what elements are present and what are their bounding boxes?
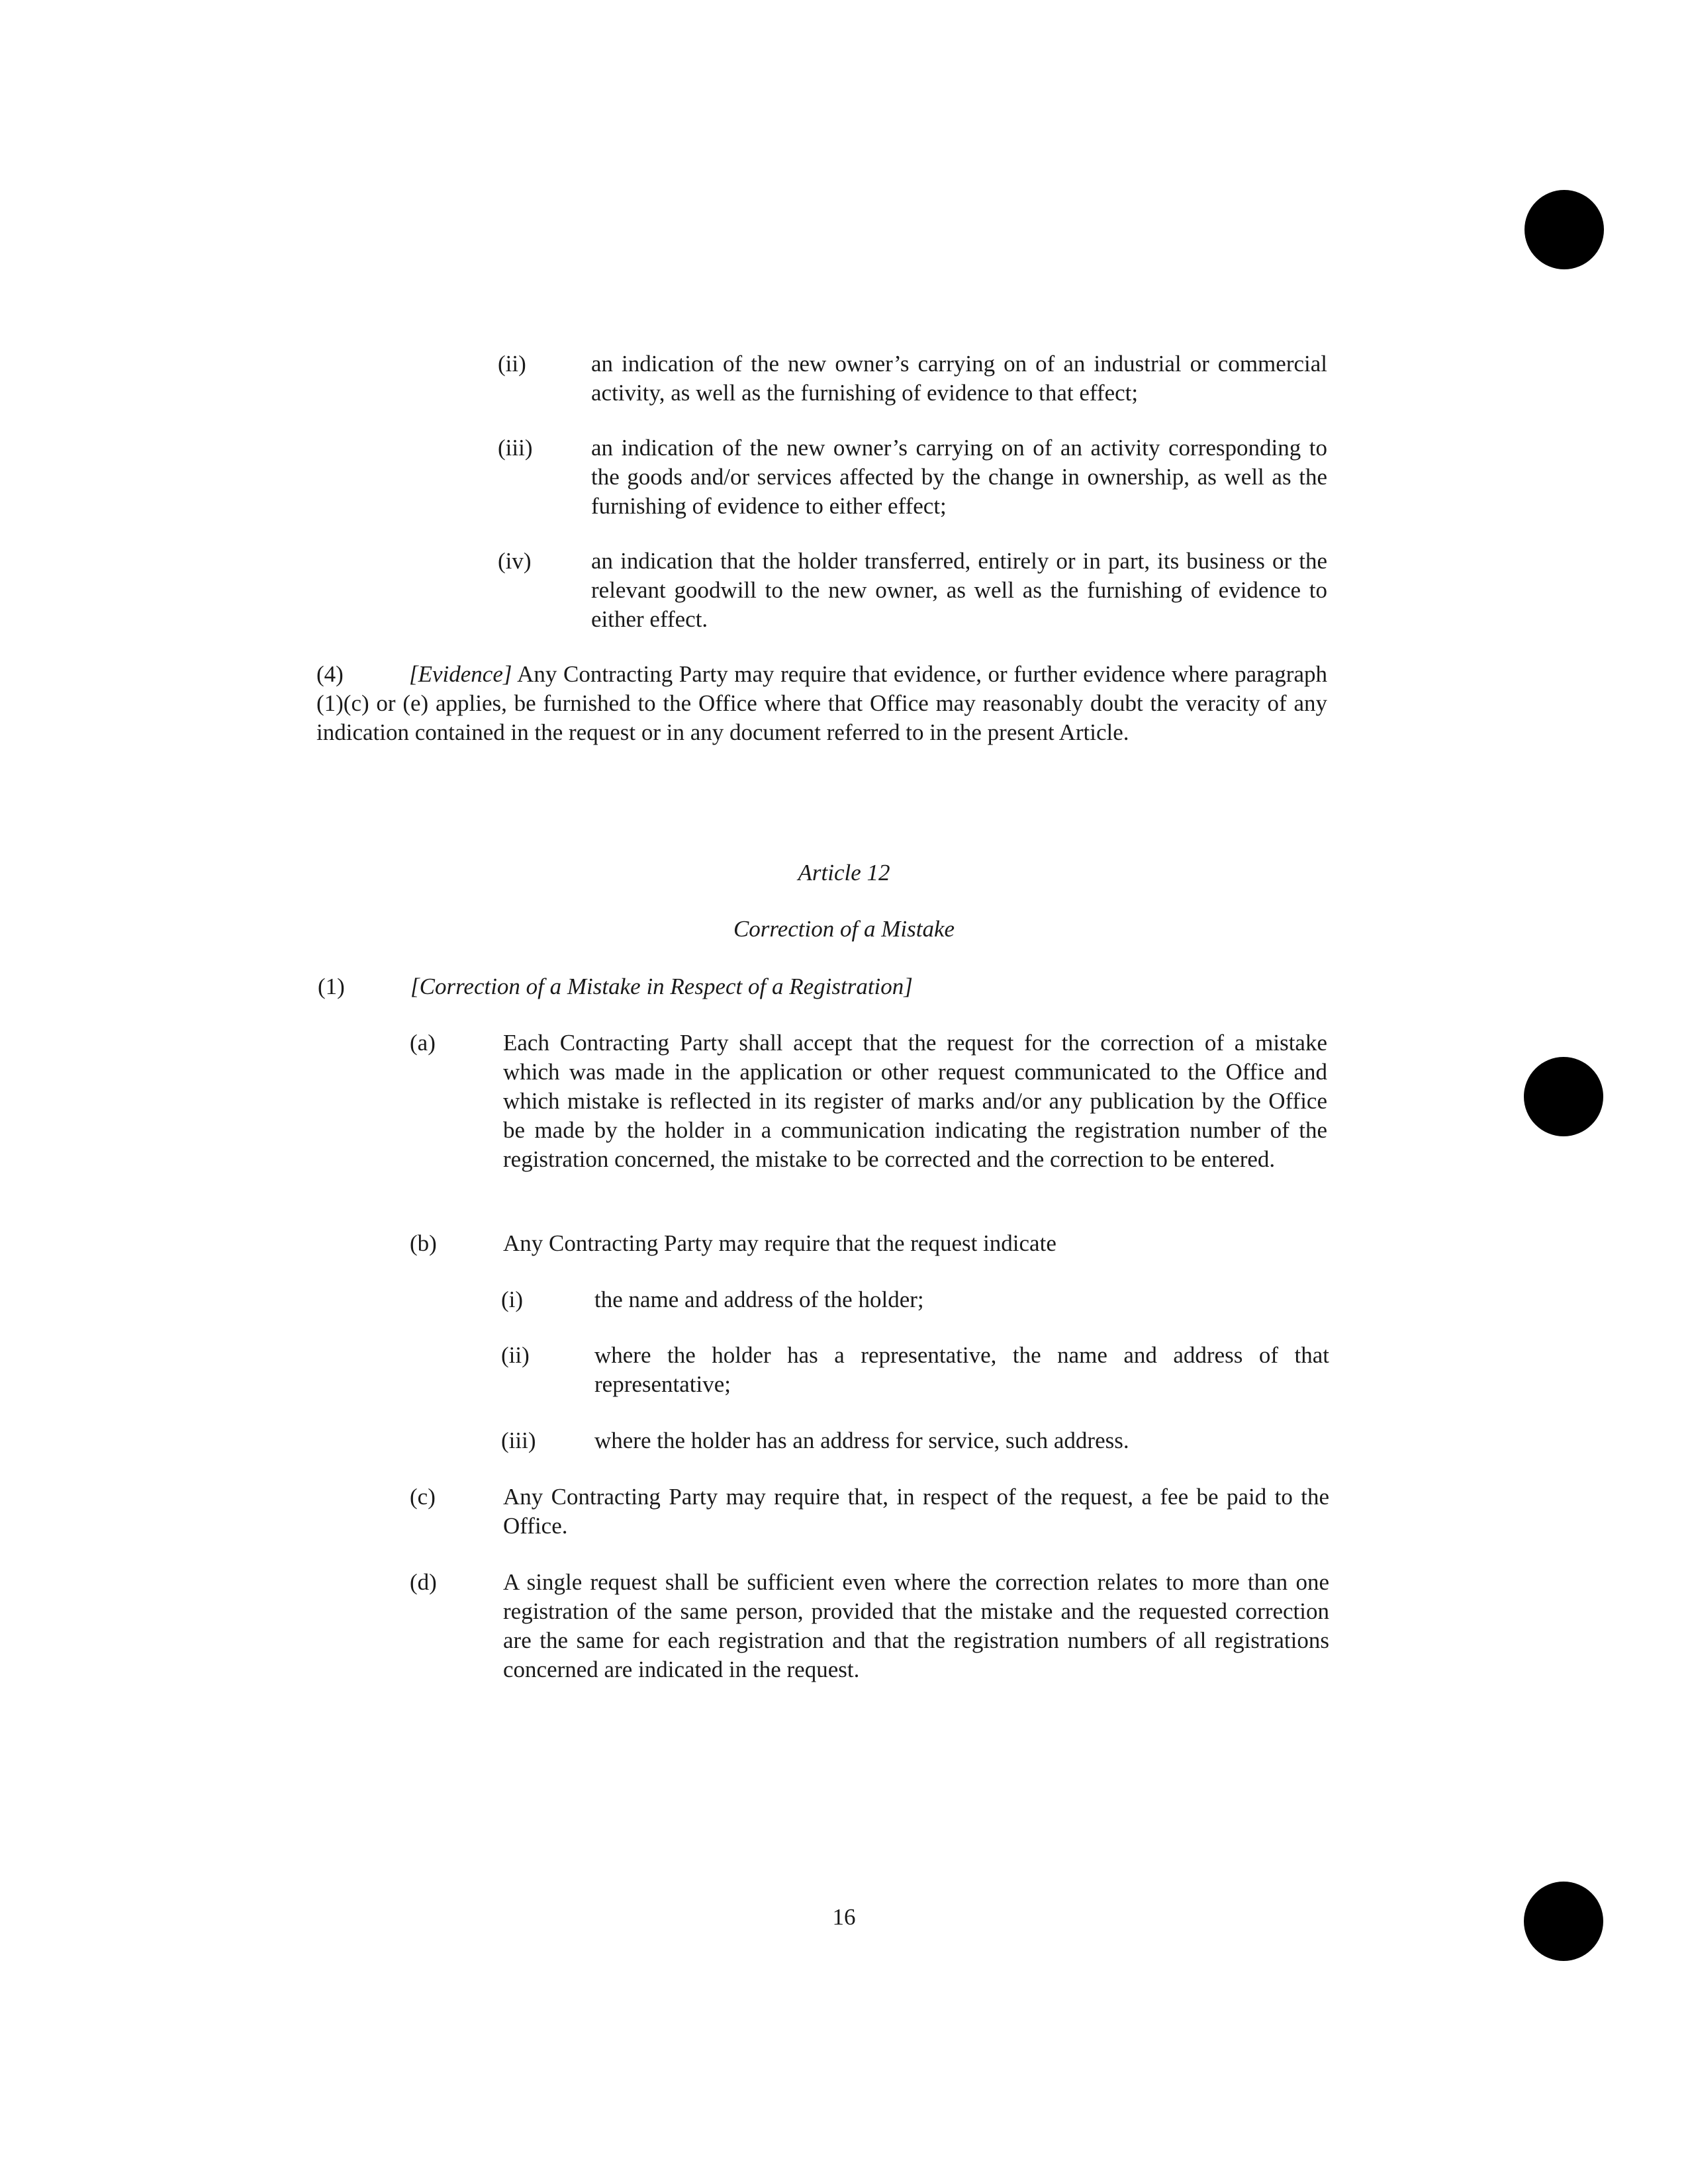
- item-label: (b): [410, 1230, 437, 1256]
- punch-hole-top: [1524, 190, 1604, 269]
- list-item-label: (ii): [498, 351, 526, 377]
- paragraph-text: Any Contracting Party may require that evidence, or further evidence where paragraph (1)(c) or (e) applies, be furnished to the Office where that Office may reasonably doubt the veracity of any indication contained in the request or in any document referred to in the present Article.: [316, 661, 1327, 745]
- subitem-text: the name and address of the holder;: [594, 1287, 924, 1312]
- subitem-text: where the holder has a representative, the name and address of that representative;: [594, 1342, 1329, 1397]
- list-item-text: an indication of the new owner’s carrying on of an activity corresponding to the goods and/or services affected by the change in ownership, as well as the furnishing of evidence to either effect;: [591, 435, 1327, 519]
- subitem-label: (iii): [501, 1428, 536, 1453]
- paragraph-heading: [Evidence]: [409, 661, 512, 687]
- item-text: Each Contracting Party shall accept that the request for the correction of a mistake which was made in the application or other request communicated to the Office and which mistake is reflected in its register of marks and/or any publication by the Office be made by the holder in a communication indicating the registration number of the registration concerned, the mistake to be corrected and the correction to be entered.: [503, 1030, 1327, 1172]
- list-item-label: (iii): [498, 435, 533, 461]
- item-text: Any Contracting Party may require that the request indicate: [503, 1230, 1056, 1256]
- paragraph-number: (1): [318, 974, 345, 999]
- item-text: Any Contracting Party may require that, in respect of the request, a fee be paid to the Office.: [503, 1484, 1329, 1539]
- list-item-text: an indication of the new owner’s carrying on of an industrial or commercial activity, as well as the furnishing of evidence to that effect;: [591, 351, 1327, 406]
- page-number: 16: [832, 1904, 856, 1930]
- list-item-label: (iv): [498, 548, 532, 574]
- paragraph-4: [316, 660, 1327, 747]
- list-item-text: an indication that the holder transferred, entirely or in part, its business or the relevant goodwill to the new owner, as well as the furnishing of evidence to either effect.: [591, 548, 1327, 632]
- paragraph-number: (4): [316, 661, 344, 687]
- subitem-label: (ii): [501, 1342, 530, 1368]
- item-text: A single request shall be sufficient even where the correction relates to more than one registration of the same person, provided that the mistake and the requested correction are the same for each registration and that the registration numbers of all registrations concerned are indicated in the request.: [503, 1569, 1329, 1682]
- item-label: (c): [410, 1484, 436, 1510]
- subitem-label: (i): [501, 1287, 524, 1312]
- punch-hole-middle: [1524, 1057, 1603, 1136]
- article-title: Article 12: [798, 860, 890, 886]
- subitem-text: where the holder has an address for service, such address.: [594, 1428, 1129, 1453]
- item-label: (a): [410, 1030, 436, 1056]
- paragraph-heading: [Correction of a Mistake in Respect of a Registration]: [410, 974, 913, 999]
- article-subtitle: Correction of a Mistake: [733, 916, 955, 942]
- item-label: (d): [410, 1569, 437, 1595]
